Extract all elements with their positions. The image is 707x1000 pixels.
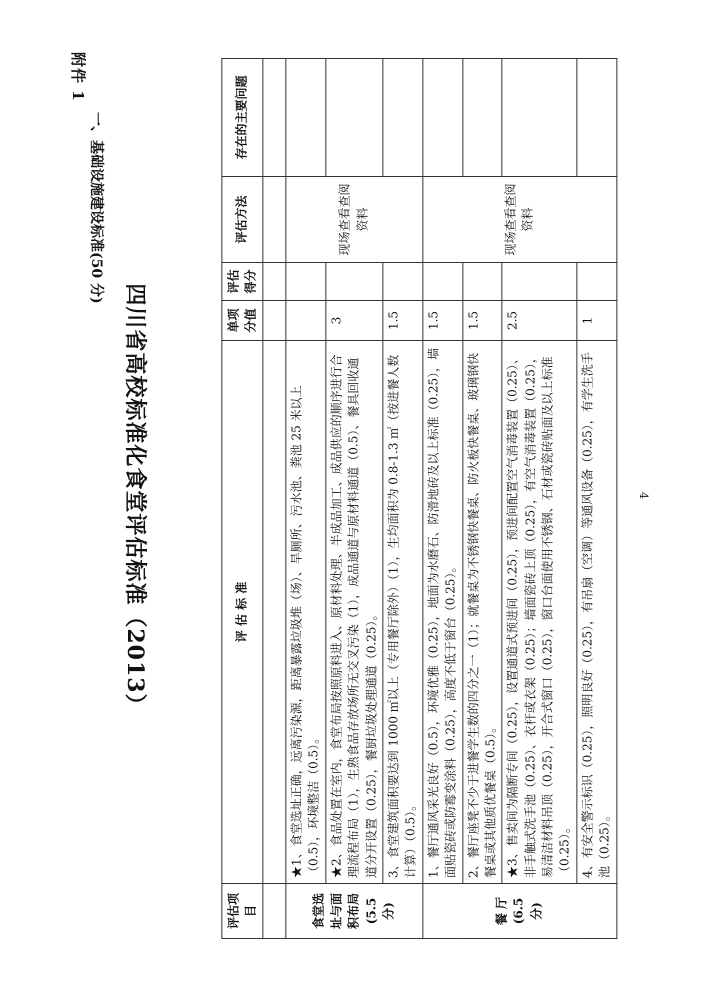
got-cell xyxy=(502,263,577,301)
evaluation-table xyxy=(221,58,617,939)
score-cell: 1 xyxy=(577,301,617,341)
criterion-cell: 1、餐厅通风采光良好（0.5），环境优雅（0.25），地面为水磨石、防滑地砖及以上标准（0.25），墙面贴瓷砖或防霉变涂料（0.25），高度不低于窗台（0.25）。 xyxy=(423,341,463,884)
table-header-row xyxy=(222,59,263,939)
issue-cell xyxy=(326,59,383,177)
item-cell xyxy=(263,884,286,939)
header-cell: 评估项目 xyxy=(222,884,263,939)
issue-cell xyxy=(462,59,502,177)
criterion-cell: ★2、食品处置在室内，食堂布局按照原料进入、原材料处理、半成品加工、成品供应的顺序进行合理流程布局（1），生熟食品存放场所无交叉污染（1），成品通道与原材料通道（0.5）、餐具回收通道分开设置（0.25），餐厨垃圾处理通道（0.25）。 xyxy=(326,341,383,884)
header-cell: 评 估 标 准 xyxy=(222,341,263,884)
issue-cell xyxy=(577,59,617,177)
score-cell xyxy=(286,301,326,341)
item-cell: 食堂选址与面积布局(5.5 分) xyxy=(286,884,423,939)
got-cell xyxy=(577,263,617,301)
score-cell: 1.5 xyxy=(383,301,423,341)
issue-cell xyxy=(502,59,577,177)
issue-cell xyxy=(383,59,423,177)
criterion-cell: ★1、食堂选址正确，远离污染源，距离暴露垃圾堆（场）、旱厕所、污水池、粪池 25 米以上（0.5），环境整洁（0.5）。 xyxy=(286,341,326,884)
issue-cell xyxy=(263,59,286,177)
criterion-cell: 2、餐厅座凳不少于进餐学生数的四分之一（1）；就餐桌为不锈钢快餐桌、防火板快餐桌、玻璃钢快餐桌或其他质优餐桌（0.5）。 xyxy=(462,341,502,884)
header-cell: 存在的主要问题 xyxy=(222,59,263,177)
method-cell: 现场查看查阅资料 xyxy=(286,177,423,263)
document-title: 四川省高校标准化食堂评估标准（2013） xyxy=(122,283,148,717)
page-number: 4 xyxy=(637,492,650,499)
criterion-cell: 3、食堂建筑面积要达到 1000 ㎡以上（专用餐厅除外）（1），生均面积为 0.8-1.3 ㎡（按进餐人数计算）（0.5）。 xyxy=(383,341,423,884)
table-row xyxy=(286,59,326,939)
got-cell xyxy=(263,263,286,301)
section-heading: 一、基础设施建设标准(50 分) xyxy=(88,112,104,304)
score-cell: 2.5 xyxy=(502,301,577,341)
criterion-cell: ★3、售卖间为隔断专间（0.25），设置通道式预进间（0.25），预进间配置空气消毒装置（0.25）、非手触式洗手池（0.25）、衣杆或衣架（0.25）；墙面瓷砖上顶（0.25），有空气消毒装置（0.25），易清洁材料吊顶（0.25），开合式窗口（0.25），窗口台面使用不锈钢、石材或瓷砖贴面及以上标准（0.25）。 xyxy=(502,341,577,884)
header-cell: 评估得分 xyxy=(222,263,263,301)
issue-cell xyxy=(286,59,326,177)
score-cell: 3 xyxy=(326,301,383,341)
criterion-cell xyxy=(263,341,286,884)
attachment-label: 附件 1 xyxy=(69,52,87,102)
issue-cell xyxy=(423,59,463,177)
score-cell xyxy=(263,301,286,341)
score-cell: 1.5 xyxy=(423,301,463,341)
got-cell xyxy=(423,263,463,301)
item-cell: 餐 厅(6.5 分) xyxy=(423,884,617,939)
got-cell xyxy=(286,263,326,301)
header-cell: 单项分值 xyxy=(222,301,263,341)
criterion-cell: 4、有安全警示标识（0.25），照明良好（0.25），有吊扇（空调）等通风设备（0.25），有学生洗手池（0.25）。 xyxy=(577,341,617,884)
table-row xyxy=(263,59,286,939)
table-row xyxy=(423,59,463,939)
score-cell: 1.5 xyxy=(462,301,502,341)
method-cell xyxy=(263,177,286,263)
got-cell xyxy=(383,263,423,301)
got-cell xyxy=(462,263,502,301)
got-cell xyxy=(326,263,383,301)
header-cell: 评估方法 xyxy=(222,177,263,263)
method-cell: 现场查看查阅资料 xyxy=(423,177,617,263)
